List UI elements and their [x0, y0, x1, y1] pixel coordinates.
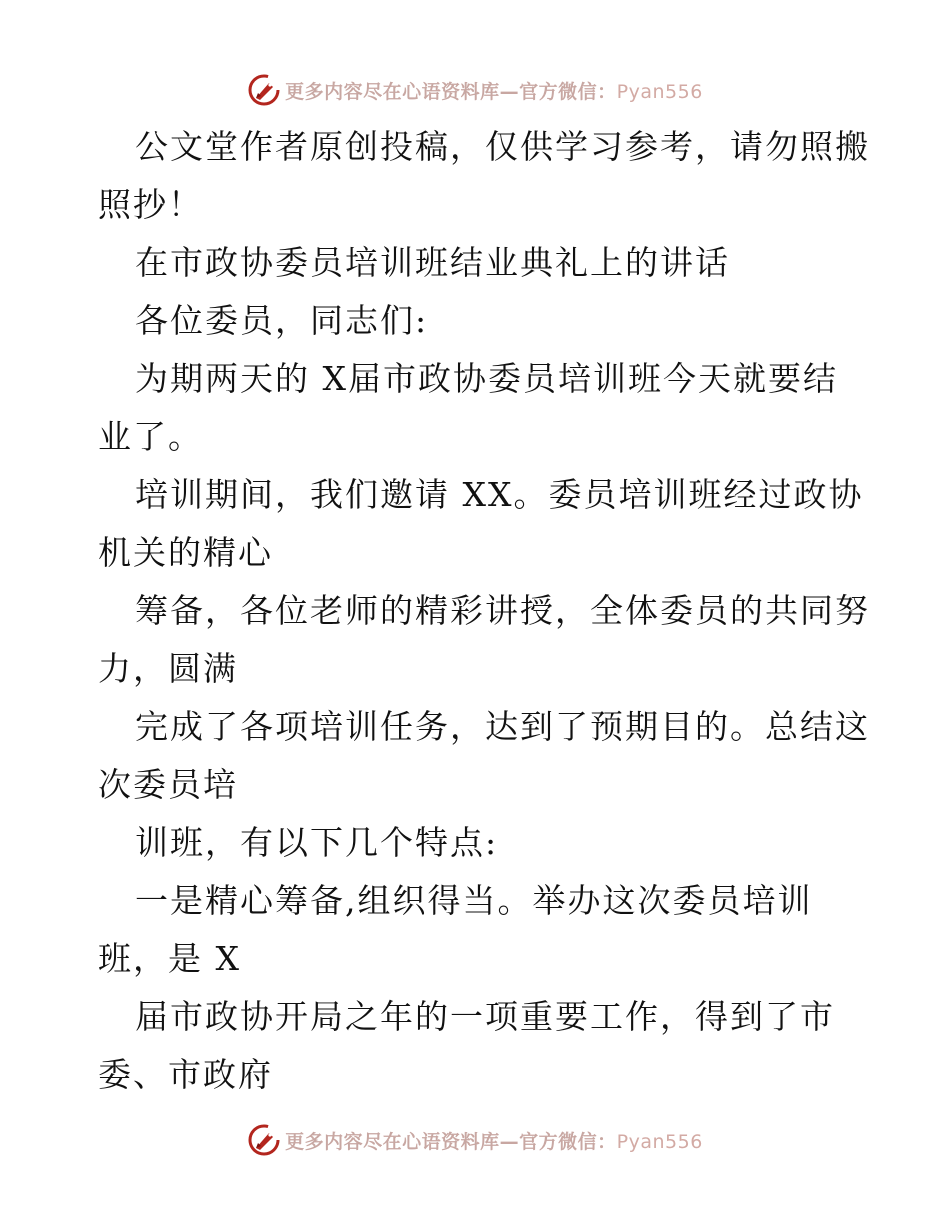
text-line: 公文堂作者原创投稿，仅供学习参考，请勿照搬 [135, 127, 870, 166]
pen-nib-logo-icon [247, 73, 281, 107]
text-line: 次委员培 [98, 765, 238, 804]
text-line: 为期两天的 X届市政协委员培训班今天就要结 [135, 359, 838, 398]
text-line: 业了。 [98, 417, 203, 456]
text-line: 届市政协开局之年的一项重要工作，得到了市 [135, 997, 835, 1036]
watermark-text: 更多内容尽在心语资料库—官方微信：Pyan556 [285, 80, 703, 103]
text-line: 训班，有以下几个特点: [135, 823, 499, 862]
footer-watermark [0, 1120, 950, 1160]
header-watermark [0, 70, 950, 110]
watermark-wechat-id: Pyan556 [616, 1130, 703, 1153]
text-line: 一是精心筹备,组织得当。举办这次委员培训 [135, 881, 813, 920]
document-body [98, 118, 868, 1104]
text-line: 各位委员，同志们: [135, 301, 429, 340]
pen-nib-logo-icon [247, 1123, 281, 1157]
text-line: 机关的精心 [98, 533, 273, 572]
watermark-text: 更多内容尽在心语资料库—官方微信：Pyan556 [285, 1130, 703, 1153]
text-line: 班，是 X [98, 939, 241, 978]
text-line: 筹备，各位老师的精彩讲授，全体委员的共同努 [135, 591, 870, 630]
text-line: 培训期间，我们邀请 XX。委员培训班经过政协 [135, 475, 864, 514]
text-line: 力，圆满 [98, 649, 238, 688]
text-line: 完成了各项培训任务，达到了预期目的。总结这 [135, 707, 870, 746]
text-line: 委、市政府 [98, 1055, 273, 1094]
watermark-wechat-id: Pyan556 [616, 80, 703, 103]
text-line: 照抄！ [98, 185, 203, 224]
text-line: 在市政协委员培训班结业典礼上的讲话 [135, 243, 730, 282]
